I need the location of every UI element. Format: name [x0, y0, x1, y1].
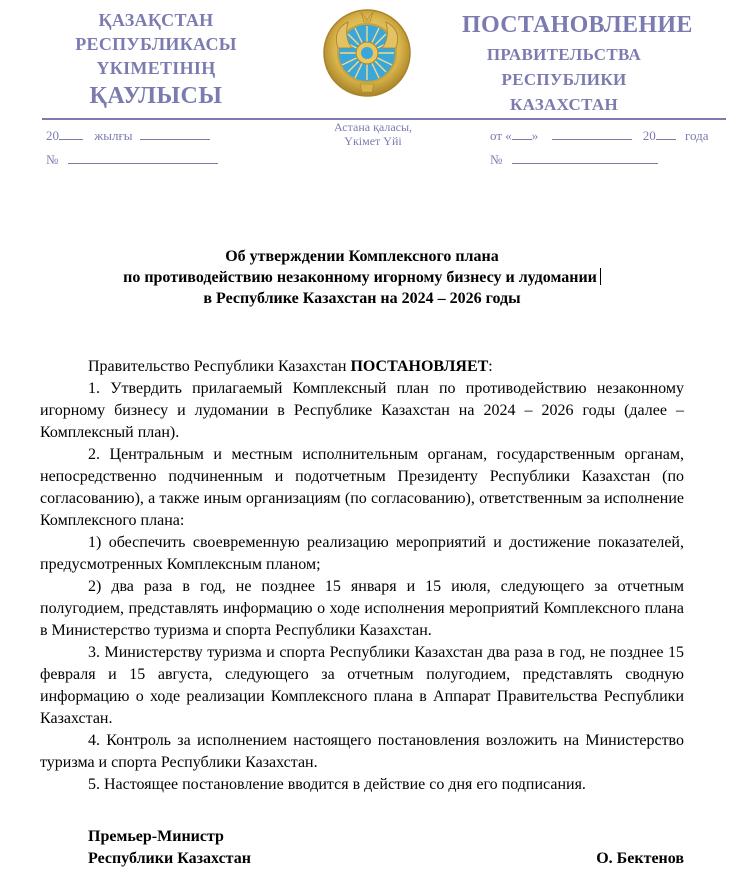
year-prefix-kz: 20 — [46, 128, 59, 143]
document-title — [40, 246, 684, 309]
header-kz-line-2: РЕСПУБЛИКАСЫ — [75, 34, 237, 54]
title-line-2-wrap — [40, 267, 684, 288]
header-kz-line-3: ҮКІМЕТІНІҢ — [96, 58, 216, 78]
signatory-name: О. Бектенов — [596, 850, 684, 867]
title-line-2: по противодействию незаконному игорному бизнесу и лудомании — [123, 269, 597, 286]
preamble-emphasis: ПОСТАНОВЛЯЕТ — [350, 358, 489, 375]
document-body — [40, 356, 684, 796]
day-blank-ru — [512, 129, 532, 140]
header-kz-line-1: ҚАЗАҚСТАН — [98, 10, 214, 30]
number-sign-ru: № — [490, 152, 503, 167]
text-cursor — [600, 268, 601, 285]
city-label — [300, 120, 446, 148]
year-blank-kz — [59, 129, 83, 140]
number-blank-ru — [512, 153, 658, 164]
date-blank-kz — [140, 129, 210, 140]
header-kz-line-4: ҚАУЛЫСЫ — [89, 83, 223, 109]
paragraph-1: 1. Утвердить прилагаемый Комплексный план по противодействию незаконному игорному бизнесу и лудомании в Республике Казахстан на 2024 – 2026 годы (далее – Комплексный план). — [40, 380, 684, 441]
title-line-1: Об утверждении Комплексного плана — [225, 248, 499, 265]
year-word-ru: года — [685, 128, 709, 143]
year-word-kz: жылғы — [94, 128, 133, 143]
date-field-ru — [490, 128, 709, 144]
preamble-prefix: Правительство Республики Казахстан — [88, 358, 351, 375]
signature-block — [88, 826, 684, 870]
preamble-suffix: : — [488, 358, 493, 375]
city-line-1: Астана қаласы, — [333, 120, 413, 134]
number-field-kz — [46, 152, 218, 168]
paragraph-2: 2. Центральным и местным исполнительным органам, государственным органам, непосредственно подчиненным и подотчетным Президенту Республики Казахстан (по согласованию), а также иным организациям (по согласованию), ответственным за исполнение Комплексного плана: — [40, 446, 684, 529]
month-blank-ru — [552, 129, 632, 140]
signature-position-line-1: Премьер-Министр — [88, 828, 224, 845]
year-prefix-ru: 20 — [642, 128, 656, 143]
year-blank-ru — [656, 129, 676, 140]
title-line-3: в Республике Казахстан на 2024 – 2026 годы — [203, 290, 521, 307]
number-sign-kz: № — [46, 152, 59, 167]
city-line-2: Үкімет Үйі — [344, 134, 402, 148]
header-russian — [462, 8, 693, 117]
number-blank-kz — [68, 153, 218, 164]
from-prefix-ru: от « — [490, 128, 512, 143]
header-ru-line-2: ПРАВИТЕЛЬСТВА — [486, 45, 642, 64]
header-ru-line-4: КАЗАХСТАН — [509, 95, 619, 114]
paragraph-2-1: 1) обеспечить своевременную реализацию мероприятий и достижение показателей, предусмотренных Комплексным планом; — [40, 534, 684, 573]
paragraph-5: 5. Настоящее постановление вводится в действие со дня его подписания. — [88, 776, 586, 793]
header-ru-line-3: РЕСПУБЛИКИ — [501, 70, 627, 89]
paragraph-2-2: 2) два раза в год, не позднее 15 января и 15 июля, следующего за отчетным полугодием, представлять информацию о ходе исполнения мероприятий Комплексного плана в Министерство туризма и спорта Республики Казахстан. — [40, 578, 684, 639]
date-field-kz — [46, 128, 210, 144]
preamble — [40, 356, 684, 378]
state-emblem-icon — [322, 8, 412, 98]
header-ru-line-1: ПОСТАНОВЛЕНИЕ — [462, 12, 693, 38]
paragraph-3: 3. Министерству туризма и спорта Республики Казахстан два раза в год, не позднее 15 февраля и 15 августа, следующего за отчетным полугодием, представлять сводную информацию о ходе реализации Комплексного плана в Аппарат Правительства Республики Казахстан. — [40, 644, 684, 727]
from-suffix-ru: » — [531, 128, 539, 143]
header-kazakh — [40, 8, 272, 112]
signature-position-line-2: Республики Казахстан — [88, 850, 251, 867]
paragraph-4: 4. Контроль за исполнением настоящего постановления возложить на Министерство туризма и спорта Республики Казахстан. — [40, 732, 684, 771]
number-field-ru — [490, 152, 658, 168]
